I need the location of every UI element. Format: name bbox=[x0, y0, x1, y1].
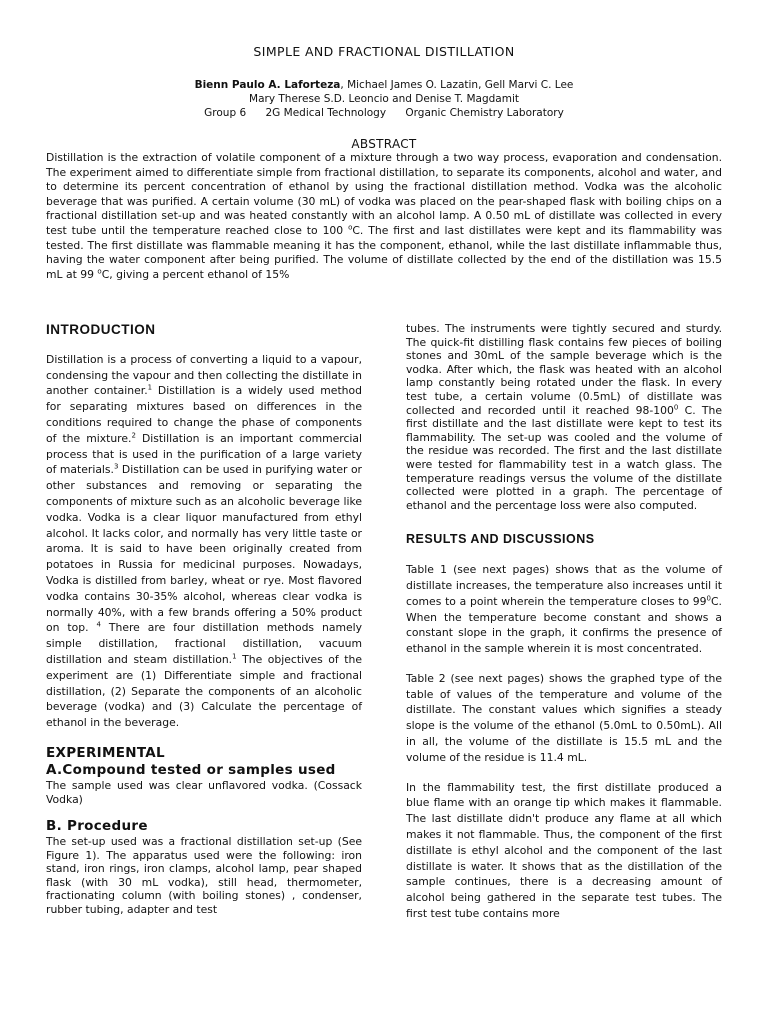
affiliation-line bbox=[0, 106, 768, 120]
degree-sup: 0 bbox=[706, 594, 712, 603]
procedure-continued-text bbox=[406, 322, 722, 512]
left-column bbox=[46, 322, 362, 917]
lab-label: Organic Chemistry Laboratory bbox=[405, 107, 564, 119]
citation-sup: 2 bbox=[131, 431, 136, 440]
degree-sup: o bbox=[97, 267, 102, 276]
abstract-part-1: Distillation is the extraction of volatile component of a mixture through a two way process, evaporation and condensation. The experiment aimed to differentiate simple from fractional distillation, to separate its components, alcohol and water, and to determine its percent concentration of ethanol by using the fractional distillation method. Vodka was the alcoholic beverage that was purified. A certain volume (30 mL) of vodka was placed on the pear-shaped flask with boiling chips on a fractional distillation set-up and was heated constantly with an alcohol lamp. A 0.50 mL of distillate was collected in every test tube until the temperature reached close to 100 bbox=[46, 151, 722, 237]
results-heading: RESULTS AND DISCUSSIONS bbox=[406, 532, 595, 547]
results-paragraph-3: In the flammability test, the first distillate produced a blue flame with an orange tip which makes it flammable. The last distillate didn't produce any flame at all which makes it not flammable. Thus, the component of the first distillate is ethyl alcohol and the component of the last distillate is water. It shows that as the distillation of the sample continues, there is a decreasing amount of alcohol being gathered in the separate test tubes. The first test tube contains more bbox=[406, 780, 722, 921]
lead-author: Bienn Paulo A. Laforteza bbox=[194, 79, 341, 91]
abstract-part-2: C. The first and last distillates were kept and its flammability was tested. The first distillate was flammable meaning it has the component, ethanol, while the last distillate inflammable thus, having the water component after being purified. The volume of distillate collected by the end of the distillation was 15.5 mL at 99 bbox=[46, 223, 722, 281]
results-paragraph-1 bbox=[406, 562, 722, 657]
right-column bbox=[406, 322, 722, 922]
abstract-heading: ABSTRACT bbox=[351, 137, 417, 151]
citation-sup: 1 bbox=[232, 652, 237, 661]
experimental-heading: EXPERIMENTAL bbox=[46, 744, 165, 761]
program-label: 2G Medical Technology bbox=[265, 107, 387, 119]
citation-sup: 4 bbox=[96, 620, 101, 629]
paper-title: SIMPLE AND FRACTIONAL DISTILLATION bbox=[253, 44, 515, 59]
abstract-text bbox=[46, 151, 722, 282]
group-label: Group 6 bbox=[204, 107, 247, 119]
results-part: C. When the temperature become constant and shows a constant slope in the graph, it confirms the presence of ethanol in the sample wherein it is most concentrated. bbox=[406, 594, 722, 656]
intro-part: There are four distillation methods namely simple distillation, fractional distillation, vacuum distillation and steam distillation. bbox=[46, 621, 363, 666]
procedure-text: The set-up used was a fractional distillation set-up (See Figure 1). The apparatus used were the following: iron stand, iron rings, iron clamps, alcohol lamp, pear shaped flask (with 30 mL vodka), still head, thermometer, fractionating column (with boiling stones) , condenser, rubber tubing, adapter and test bbox=[46, 835, 362, 917]
results-paragraph-2: Table 2 (see next pages) shows the graphed type of the table of values of the temperature and volume of the distillate. The constant values which signifies a steady slope is the volume of the ethanol (5.0mL to 0.50mL). All in all, the volume of the distillate is 15.5 mL and the volume of the residue is 11.4 mL. bbox=[406, 671, 722, 764]
intro-part: Distillation can be used in purifying water or other substances and removing or separating the components of mixture such as an alcoholic beverage like vodka. Vodka is a clear liquor manufactured from ethyl alcohol. It lacks color, and normally has very little taste or aroma. It is said to have been originally created from potatoes in Russia for medicinal purposes. Nowadays, Vodka is distilled from barley, wheat or rye. Most flavored vodka contains 30-35% alcohol, whereas clear vodka is normally 40%, with a few brands offering a 50% product on top. bbox=[46, 463, 362, 635]
samples-text: The sample used was clear unflavored vodka. (Cossack Vodka) bbox=[46, 778, 362, 806]
citation-sup: 1 bbox=[147, 383, 153, 392]
results-part: Table 1 (see next pages) shows that as the volume of distillate increases, the temperature also increases until it comes to a point wherein the temperature closes to 99 bbox=[406, 563, 722, 608]
citation-sup: 3 bbox=[114, 462, 119, 471]
author-line-1 bbox=[0, 78, 768, 92]
introduction-text bbox=[46, 352, 362, 731]
intro-part: Distillation is an important commercial process that is used in the purification of a large variety of materials. bbox=[46, 431, 363, 477]
co-authors: , Michael James O. Lazatin, Gell Marvi C. Lee bbox=[340, 79, 574, 91]
intro-part: Distillation is a widely used method for separating mixtures based on differences in the conditions required to change the phase of components of the mixture. bbox=[46, 384, 362, 445]
intro-part: Distillation is a process of converting a liquid to a vapour, condensing the vapour and then collecting the distillate in another container. bbox=[46, 352, 362, 398]
procedure-part: tubes. The instruments were tightly secured and sturdy. The quick-fit distilling flask contains few pieces of boiling stones and 30mL of the sample beverage which is the vodka. After which, the flask was heated with an alcohol lamp constantly being rotated under the flask. In every test tube, a certain volume (0.5mL) of distillate was collected and recorded until it reached 98-100 bbox=[406, 322, 722, 417]
intro-part: The objectives of the experiment are (1) Differentiate simple and fractional distillation, (2) Separate the components of an alcoholic beverage (vodka) and (3) Calculate the percentage of ethanol in the beverage. bbox=[46, 652, 362, 730]
procedure-part: C. The first distillate and the last distillate were kept to test its flammability. The set-up was cooled and the volume of the residue was recorded. The first and the last distillate were tested for flammability test in a watch glass. The temperature readings versus the volume of the distillate collected were plotted in a graph. The percentage of ethanol and the percentage loss were also computed. bbox=[406, 403, 722, 512]
author-line-2: Mary Therese S.D. Leoncio and Denise T. Magdamit bbox=[249, 93, 519, 105]
introduction-heading: INTRODUCTION bbox=[46, 322, 156, 337]
degree-sup: o bbox=[348, 223, 353, 232]
degree-sup: 0 bbox=[673, 402, 679, 411]
author-block bbox=[0, 78, 768, 120]
abstract-part-3: C, giving a percent ethanol of 15% bbox=[101, 267, 290, 281]
procedure-subheading: B. Procedure bbox=[46, 818, 148, 835]
samples-subheading: A.Compound tested or samples used bbox=[46, 761, 336, 778]
